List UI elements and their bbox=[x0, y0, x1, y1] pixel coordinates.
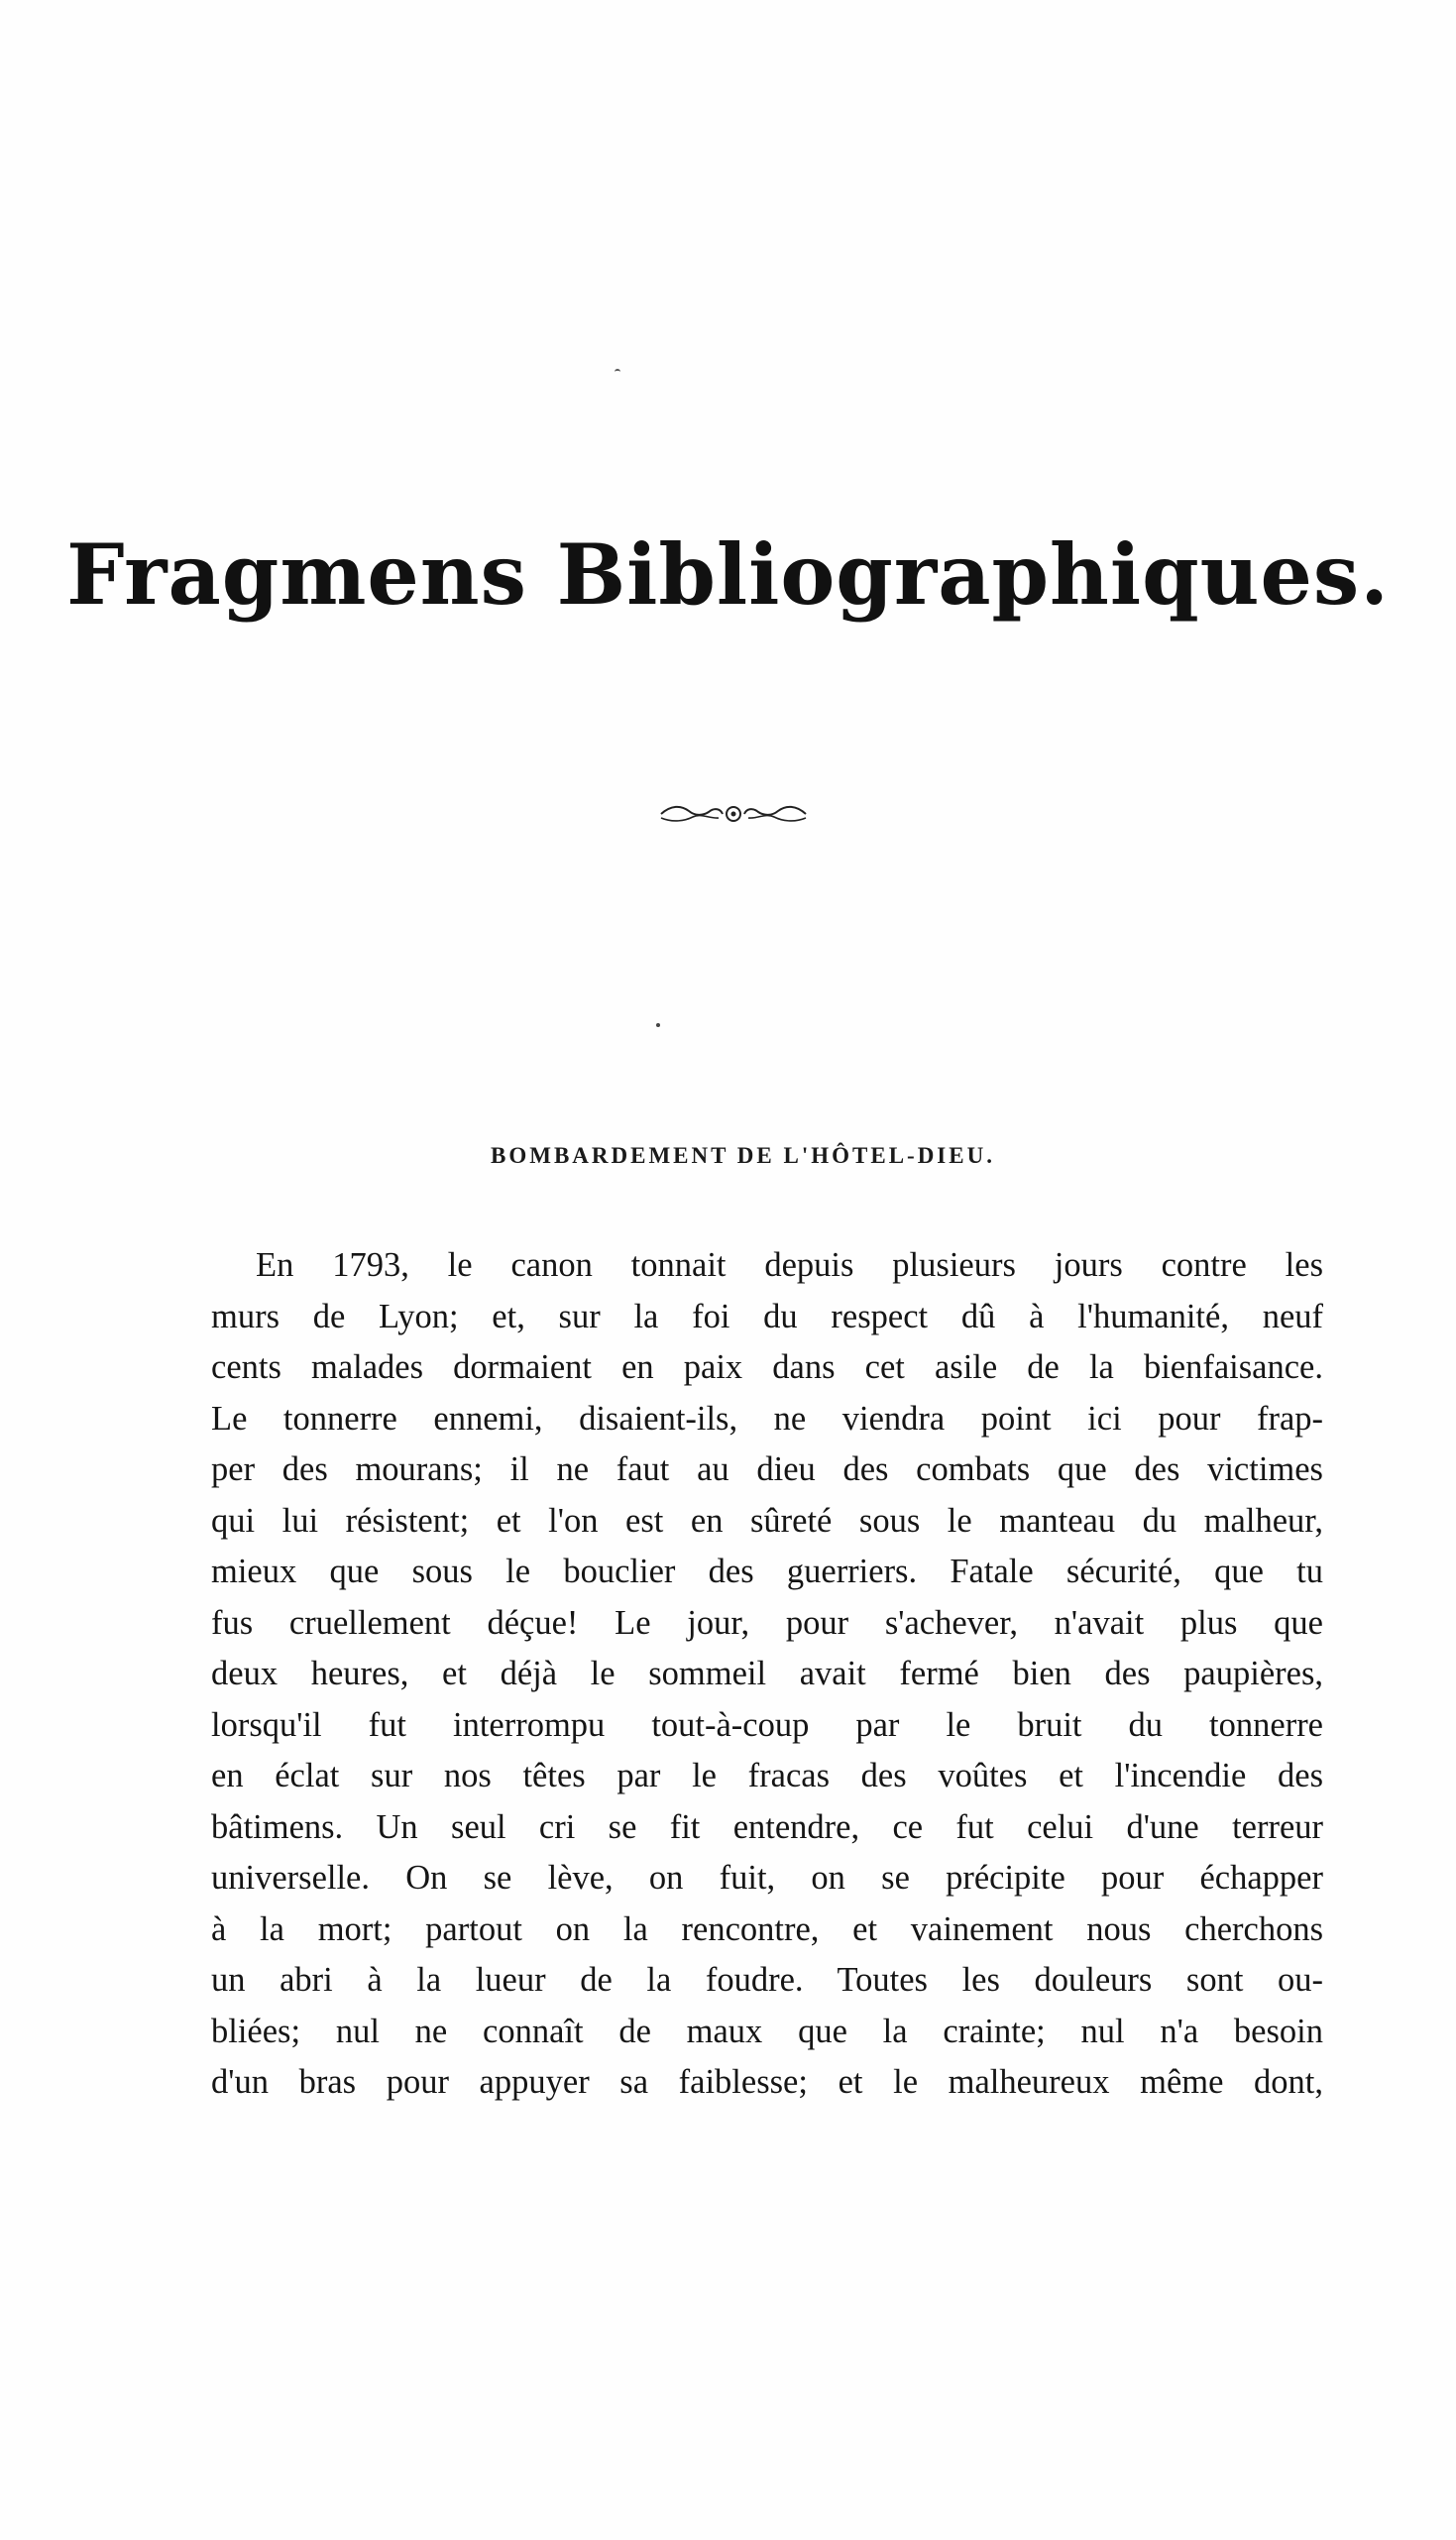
paragraph-line: cents malades dormaient en paix dans cet asile de la bienfaisance. bbox=[211, 1348, 1323, 1386]
ink-dot bbox=[656, 1023, 660, 1027]
paragraph-line: d'un bras pour appuyer sa faiblesse; et le malheureux même dont, bbox=[211, 2063, 1323, 2101]
paragraph-line: en éclat sur nos têtes par le fracas des voûtes et l'incendie des bbox=[211, 1757, 1323, 1794]
paragraph-line: Le tonnerre ennemi, disaient-ils, ne viendra point ici pour frap- bbox=[211, 1399, 1323, 1438]
ornament-divider-icon bbox=[659, 801, 808, 827]
paragraph-line: un abri à la lueur de la foudre. Toutes les douleurs sont ou- bbox=[211, 1961, 1323, 1999]
paragraph-line: lorsqu'il fut interrompu tout-à-coup par le bruit du tonnerre bbox=[211, 1705, 1323, 1744]
paragraph-line: En 1793, le canon tonnait depuis plusieurs jours contre les bbox=[256, 1246, 1323, 1284]
paragraph-line: fus cruellement déçue! Le jour, pour s'achever, n'avait plus que bbox=[211, 1603, 1323, 1642]
paragraph-line: mieux que sous le bouclier des guerriers. Fatale sécurité, que tu bbox=[211, 1553, 1323, 1590]
section-heading: BOMBARDEMENT DE L'HÔTEL-DIEU. bbox=[491, 1143, 995, 1168]
paragraph-line: universelle. On se lève, on fuit, on se précipite pour échapper bbox=[211, 1859, 1323, 1897]
paragraph-line: qui lui résistent; et l'on est en sûreté sous le manteau du malheur, bbox=[211, 1501, 1323, 1540]
paragraph-line: bliées; nul ne connaît de maux que la crainte; nul n'a besoin bbox=[211, 2012, 1323, 2050]
paragraph-line: à la mort; partout on la rencontre, et vainement nous cherchons bbox=[211, 1909, 1323, 1948]
paragraph-line: per des mourans; il ne faut au dieu des combats que des victimes bbox=[211, 1450, 1323, 1488]
paragraph-line: murs de Lyon; et, sur la foi du respect dû à l'humanité, neuf bbox=[211, 1297, 1323, 1335]
paragraph-line: deux heures, et déjà le sommeil avait fermé bien des paupières, bbox=[211, 1655, 1323, 1692]
page-title: Fragmens Bibliographiques. bbox=[66, 525, 1390, 624]
body-paragraph bbox=[211, 1240, 1323, 2109]
paragraph-line: bâtimens. Un seul cri se fit entendre, ce fut celui d'une terreur bbox=[211, 1807, 1323, 1846]
ink-speck bbox=[615, 369, 620, 375]
